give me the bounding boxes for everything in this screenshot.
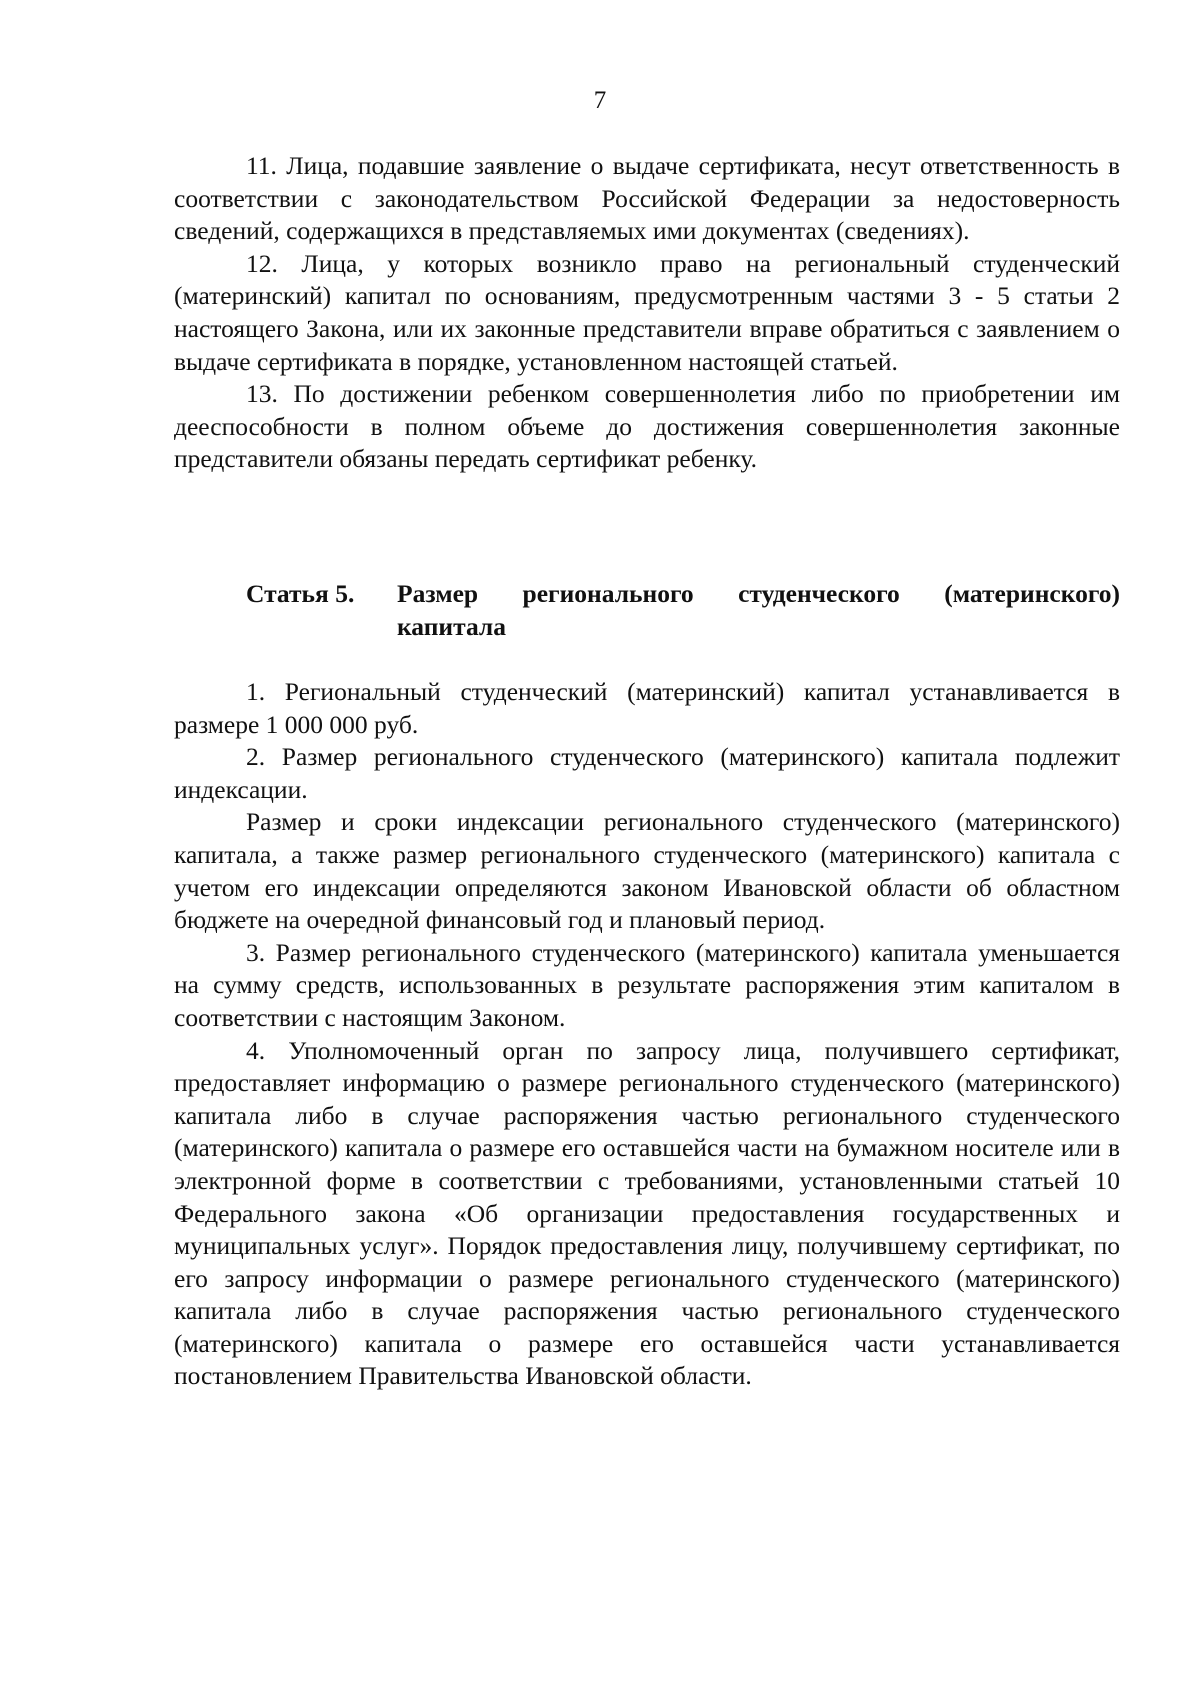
paragraph-1: 1. Региональный студенческий (материнский) капитал устанавливается в размере 1 000 000 руб. xyxy=(174,677,1120,739)
article-label: Статья 5. xyxy=(246,579,355,608)
paragraph-11: 11. Лица, подавшие заявление о выдаче сертификата, несут ответственность в соответствии с законодательством Российской Федерации за недостоверность сведений, содержащихся в представляемых ими документах (сведениях). xyxy=(174,151,1120,246)
paragraph-2-indexation: Размер и сроки индексации регионального студенческого (материнского) капитала, а также размер регионального студенческого (материнского) капитала с учетом его индексации определяются законом Ивановской области об областном бюджете на очередной финансовый год и плановый период. xyxy=(174,807,1120,935)
paragraph-2: 2. Размер регионального студенческого (материнского) капитала подлежит индексации. xyxy=(174,742,1120,804)
paragraph-12: 12. Лица, у которых возникло право на региональный студенческий (материнский) капитал по основаниям, предусмотренным частями 3 - 5 статьи 2 настоящего Закона, или их законные представители вправе обратиться с заявлением о выдаче сертификата в порядке, установленном настоящей статьей. xyxy=(174,248,1120,376)
article-5-heading xyxy=(174,578,1120,643)
paragraph-13: 13. По достижении ребенком совершеннолетия либо по приобретении им дееспособности в полном объеме до достижения совершеннолетия законные представители обязаны передать сертификат ребенку. xyxy=(174,379,1120,474)
paragraph-4: 4. Уполномоченный орган по запросу лица, получившего сертификат, предоставляет информацию о размере регионального студенческого (материнского) капитала либо в случае распоряжения частью регионального студенческого (материнского) капитала о размере его оставшейся части на бумажном носителе или в электронной форме в соответствии с требованиями, установленными статьей 10 Федерального закона «Об организации предоставления государственных и муниципальных услуг». Порядок предоставления лицу, получившему сертификат, по его запросу информации о размере регионального студенческого (материнского) капитала либо в случае распоряжения частью регионального студенческого (материнского) капитала о размере его оставшейся части устанавливается постановлением Правительства Ивановской области. xyxy=(174,1035,1120,1391)
page-number: 7 xyxy=(593,87,607,114)
article-title: Размер регионального студенческого (материнского) капитала xyxy=(397,579,1120,641)
article-5-body xyxy=(174,676,1120,1393)
paragraph-3: 3. Размер регионального студенческого (материнского) капитала уменьшается на сумму средств, использованных в результате распоряжения этим капиталом в соответствии с настоящим Законом. xyxy=(174,937,1120,1032)
article-4-continuation xyxy=(174,150,1120,476)
